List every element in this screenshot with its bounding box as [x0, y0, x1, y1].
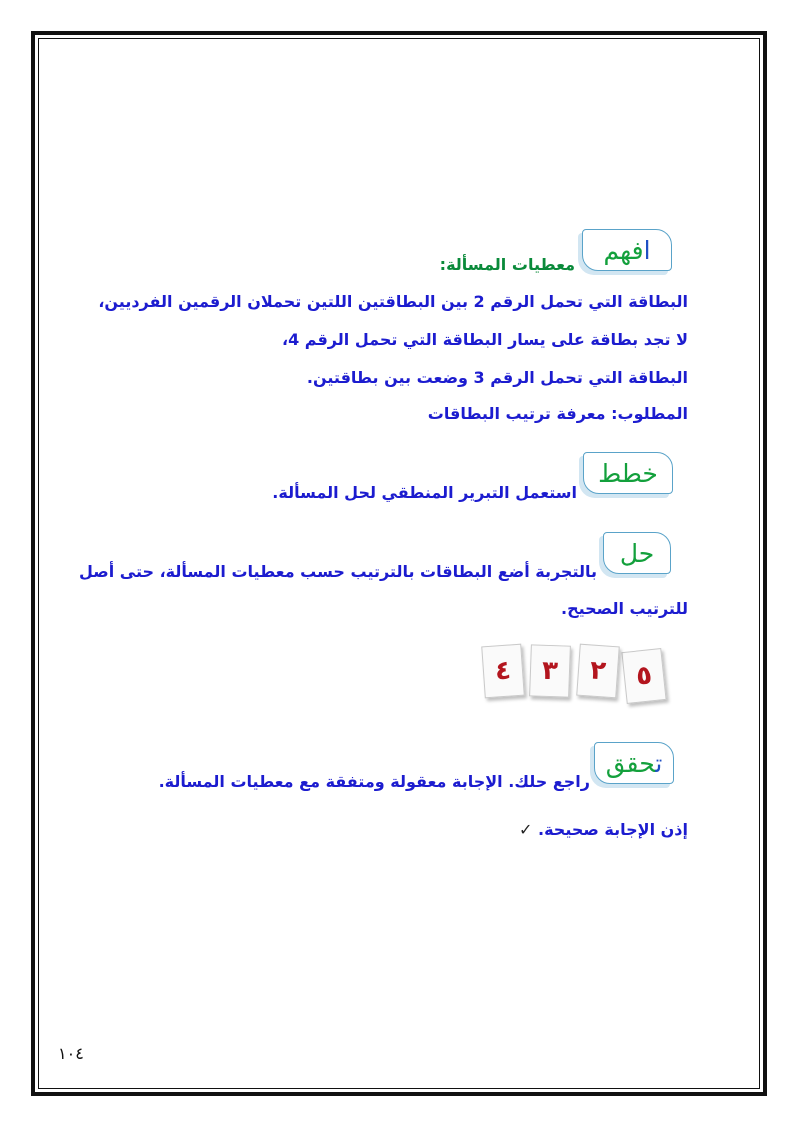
solve-text-line-1: بالتجربة أضع البطاقات بالترتيب حسب معطيات المسألة، حتى أصل — [78, 562, 597, 581]
number-card-5: ٥ — [621, 648, 666, 704]
understand-badge-label: افهم — [603, 235, 651, 265]
given-item-2: لا تجد بطاقة على يسار البطاقة التي تحمل الرقم 4، — [281, 330, 688, 349]
number-card-4: ٤ — [481, 644, 525, 699]
given-heading: معطيات المسألة: — [439, 255, 575, 274]
plan-text: استعمل التبرير المنطقي لحل المسألة. — [272, 483, 577, 502]
check-text: راجع حلك. الإجابة معقولة ومتفقة مع معطيات المسألة. — [158, 772, 590, 791]
solve-badge-label: حل — [619, 538, 655, 568]
number-card-3: ٣ — [529, 644, 571, 697]
check-badge — [594, 742, 674, 784]
conclusion-text: إذن الإجابة صحيحة. — [538, 820, 688, 839]
given-item-1: البطاقة التي تحمل الرقم 2 بين البطاقتين اللتين تحملان الرقمين الفرديين، — [98, 292, 688, 311]
page-number: ١٠٤ — [58, 1044, 84, 1063]
check-conclusion — [519, 820, 688, 839]
check-badge-label: تحقق — [605, 748, 663, 778]
given-item-3: البطاقة التي تحمل الرقم 3 وضعت بين بطاقتين. — [306, 368, 688, 387]
number-card-2: ٢ — [576, 644, 620, 699]
required-line: المطلوب: معرفة ترتيب البطاقات — [427, 404, 688, 423]
solve-text-line-2: للترتيب الصحيح. — [561, 599, 688, 618]
plan-badge — [583, 452, 673, 494]
plan-badge-label: خطط — [598, 458, 658, 488]
solve-badge — [603, 532, 671, 574]
checkmark-icon: ✓ — [519, 820, 533, 839]
understand-badge — [582, 229, 672, 271]
